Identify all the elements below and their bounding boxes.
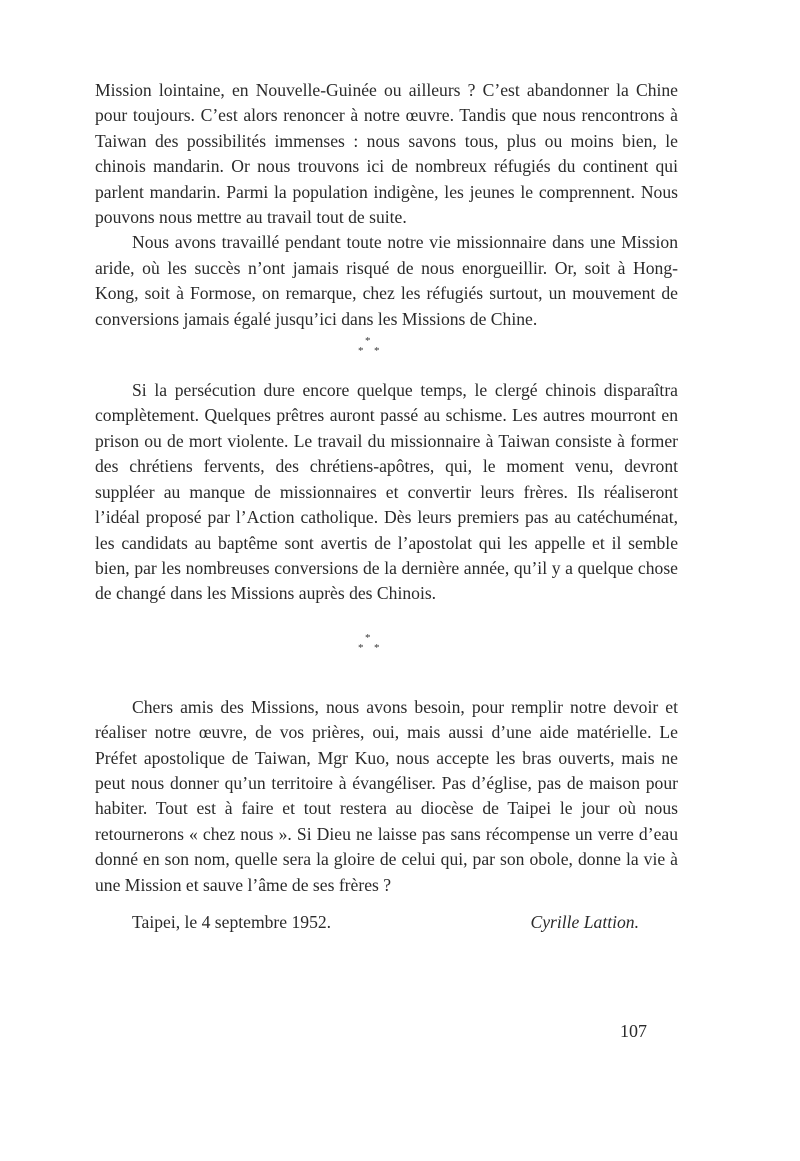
page-number: 107 <box>620 1021 647 1041</box>
document-page <box>95 78 678 950</box>
asterisk-glyph: * <box>374 641 380 654</box>
section-separator-2 <box>95 607 678 695</box>
place-and-date: Taipei, le 4 septembre 1952. <box>132 911 332 932</box>
asterisk-glyph: * <box>358 345 364 358</box>
section-separator-1 <box>95 332 678 378</box>
paragraph-3: Si la persécution dure encore quelque temps, le clergé chinois disparaîtra complètement. Quelques prêtres auront passé au schisme. Les autres mourront en prison ou de mort violente. Le travail du missionnaire à Taiwan consiste à former des chrétiens fervents, des chrétiens-apôtres, qui, le moment venu, devront suppléer au manque de missionnaires et convertir leurs frères. Ils réaliseront l’idéal proposé par l’Action catholique. Dès leurs premiers pas au catéchuménat, les candidats au baptême sont avertis de l’apostolat qui les appelle et il semble bien, par les nombreuses conversions de la dernière année, qu’il y a quelque chose de changé dans les Missions auprès des Chinois. <box>95 380 678 604</box>
asterisk-glyph: * <box>365 631 371 644</box>
paragraph-4: Chers amis des Missions, nous avons besoin, pour remplir notre devoir et réaliser notre œuvre, de vos prières, oui, mais aussi d’une aide matérielle. Le Préfet apostolique de Taiwan, Mgr Kuo, nous accepte les bras ouverts, mais ne peut nous donner qu’un territoire à évangéliser. Pas d’église, pas de maison pour habiter. Tout est à faire et tout restera au diocèse de Taipei le jour où nous retournerons « chez nous ». Si Dieu ne laisse pas sans récompense un verre d’eau donné en son nom, quelle sera la gloire de celui qui, par son obole, donne la vie à une Mission et sauve l’âme de ses frères ? <box>95 696 678 895</box>
paragraph-1: Mission lointaine, en Nouvelle-Guinée ou ailleurs ? C’est abandonner la Chine pour toujours. C’est alors renoncer à notre œuvre. Tandis que nous rencontrons à Taiwan des possibilités immenses : nous savons tous, plus ou moins bien, le chinois mandarin. Or nous trouvons ici de nombreux réfugiés du continent qui parlent mandarin. Parmi la population indigène, les jeunes le comprennent. Nous pouvons nous mettre au travail tout de suite. <box>95 80 678 228</box>
asterisk-glyph: * <box>374 345 380 358</box>
author-name: Cyrille Lattion. <box>530 911 639 932</box>
asterisk-glyph: * <box>365 335 371 348</box>
asterisk-glyph: * <box>358 641 364 654</box>
signature-line <box>95 910 678 950</box>
paragraph-2: Nous avons travaillé pendant toute notre vie missionnaire dans une Mission aride, où les succès n’ont jamais risqué de nous enorgueillir. Or, soit à Hong-Kong, soit à Formose, on remarque, chez les réfugiés surtout, un mouvement de conversions jamais égalé jusqu’ici dans les Missions de Chine. <box>95 232 678 329</box>
